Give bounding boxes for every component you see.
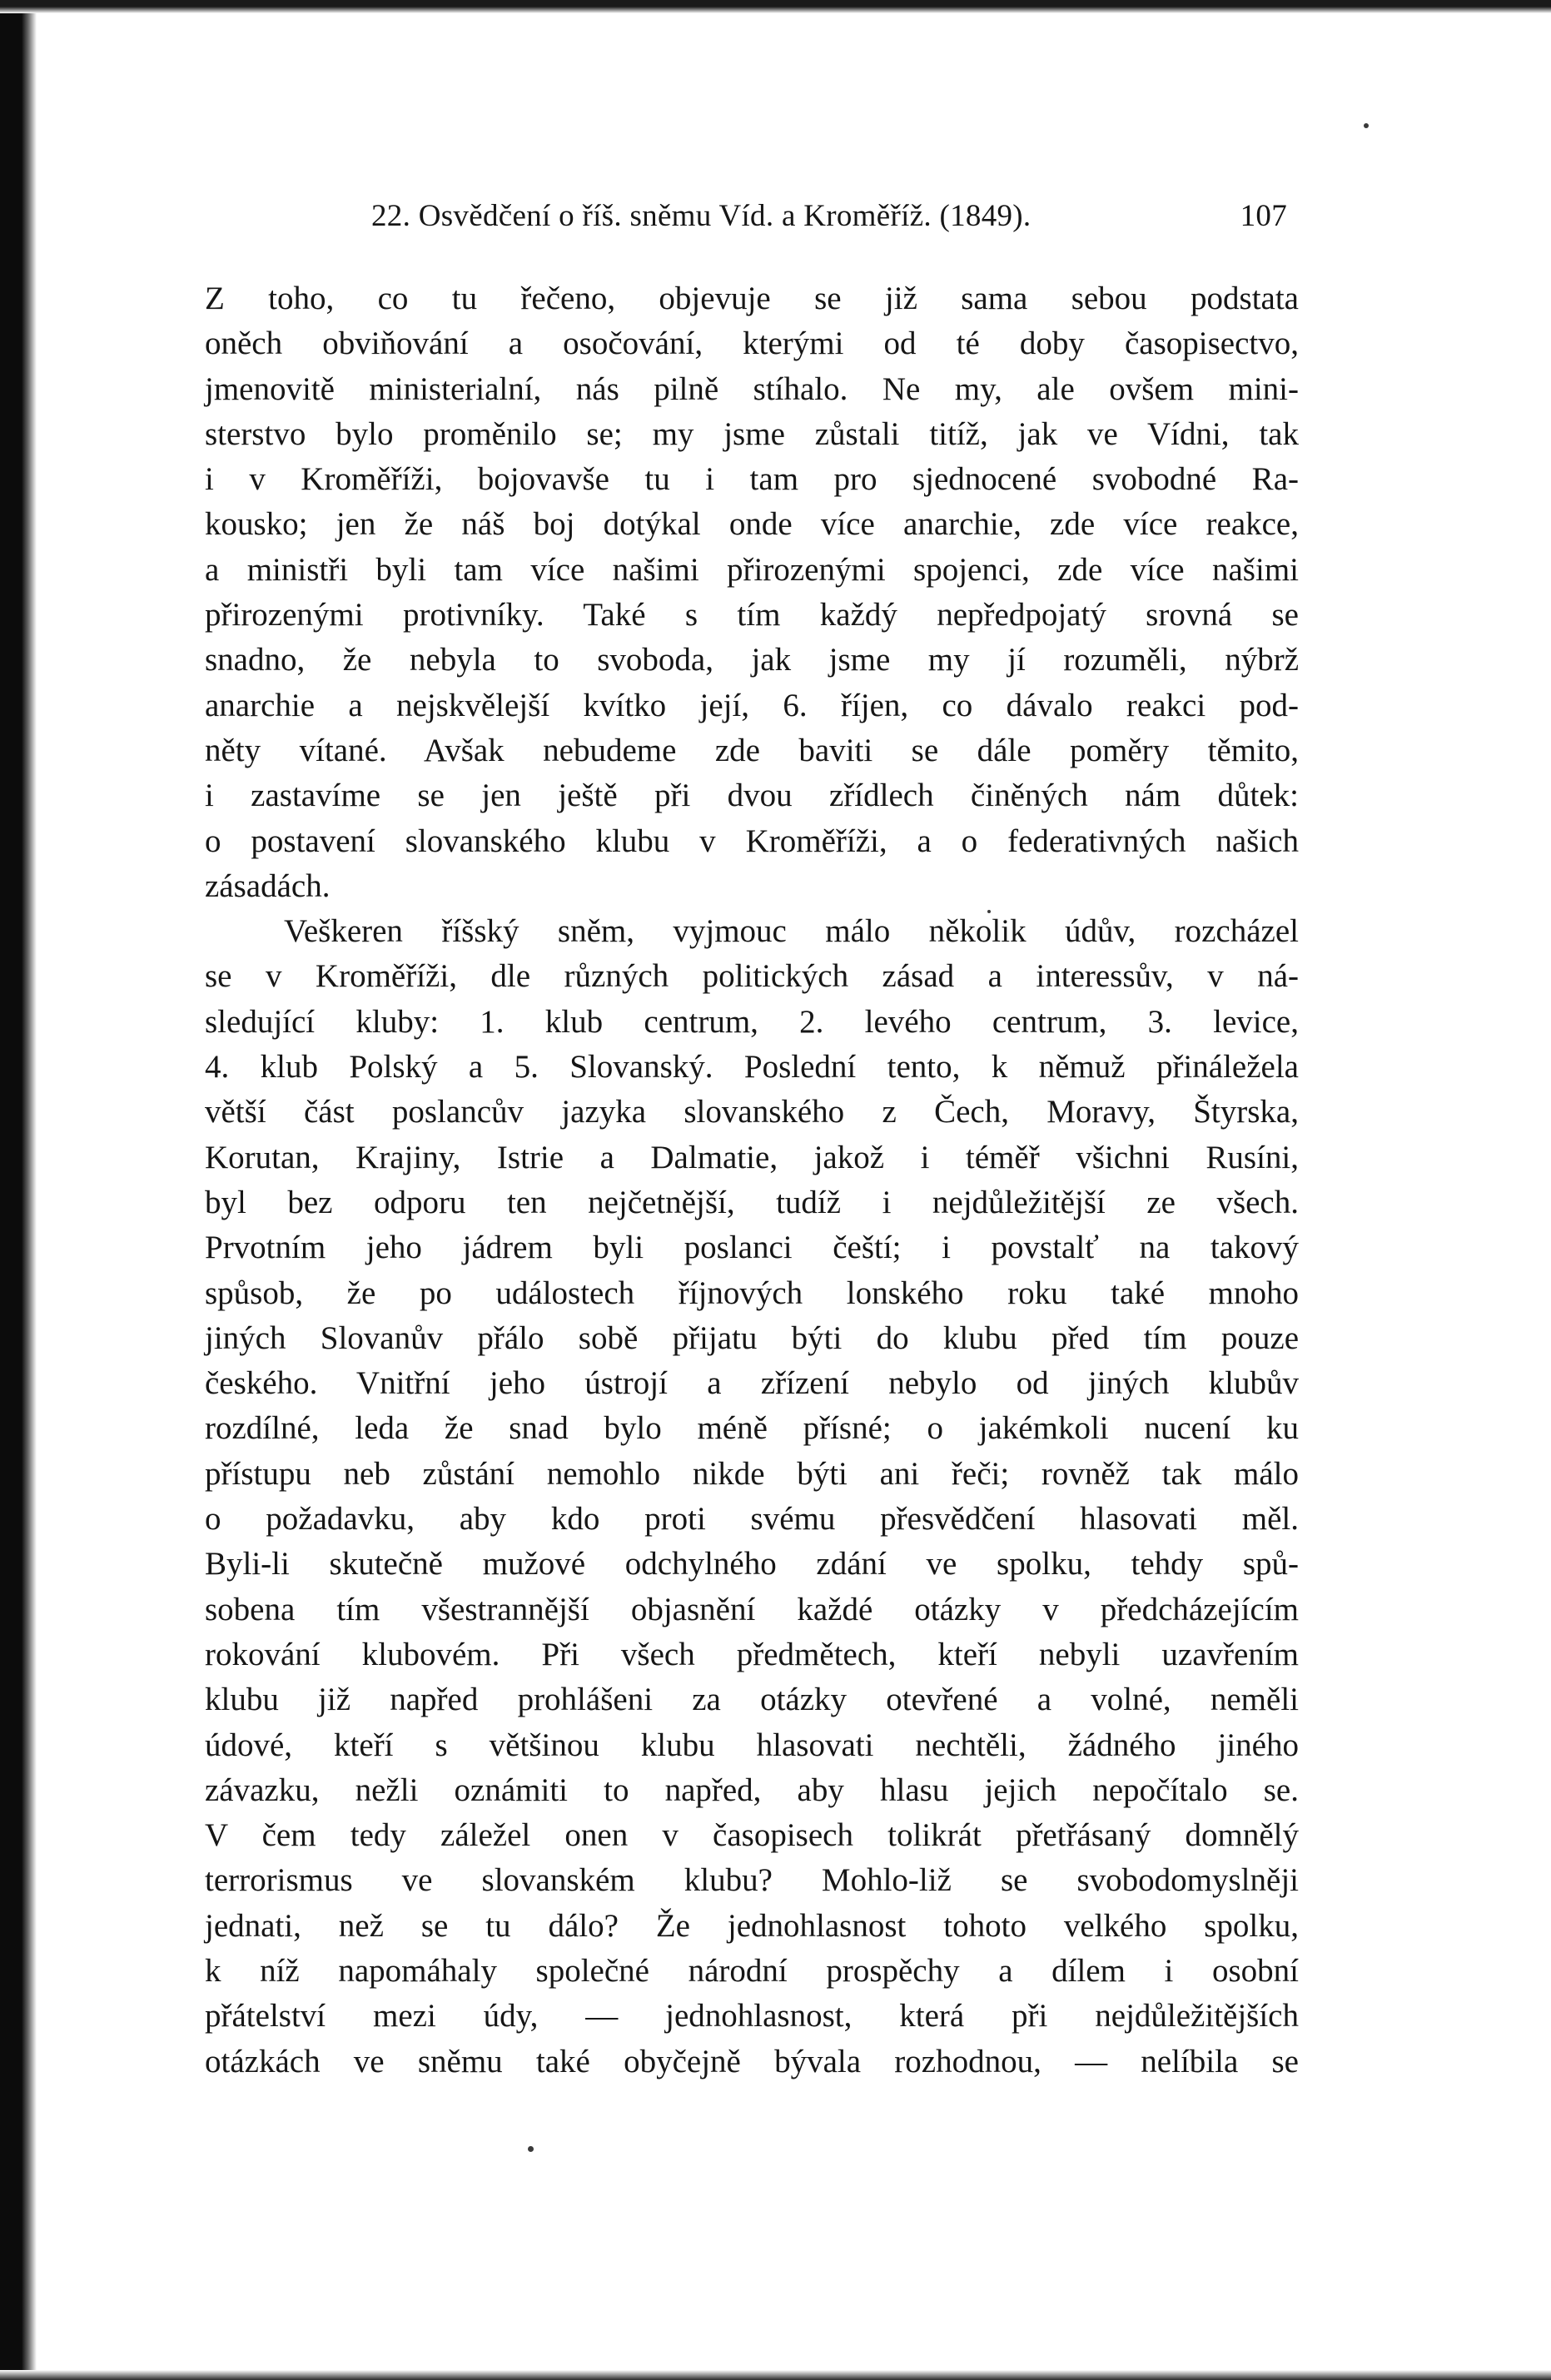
text-line: oněch obviňování a osočování, kterými od té doby časopisectvo, [205,325,1299,362]
text-line: o požadavku, aby kdo proti svému přesvědčení hlasovati měl. [205,1501,1299,1538]
text-line: závazku, nežli oznámiti to napřed, aby hlasu jejich nepočítalo se. [205,1771,1299,1808]
text-line: přístupu neb zůstání nemohlo nikde býti ani řeči; rovněž tak málo [205,1455,1299,1492]
text-line: k níž napomáhaly společné národní prospěchy a dílem i osobní [205,1952,1299,1989]
page-number: 107 [1240,199,1287,233]
text-line: sledující kluby: 1. klub centrum, 2. levého centrum, 3. levice, [205,1003,1299,1040]
text-line: zásadách. [205,867,331,904]
scan-speck [528,2146,534,2152]
text-line: byl bez odporu ten nejčetnější, tudíž i nejdůležitější ze všech. [205,1184,1299,1220]
text-line: a ministři byli tam více našimi přirozenými spojenci, zde více našimi [205,551,1299,588]
text-line: údové, kteří s většinou klubu hlasovati nechtěli, žádného jiného [205,1727,1299,1763]
text-line: větší část poslancův jazyka slovanského z Čech, Moravy, Štyrska, [205,1094,1299,1130]
text-line: se v Kroměříži, dle různých politických zásad a interessův, v ná- [205,958,1299,995]
text-line: V čem tedy záležel onen v časopisech tolikrát přetřásaný domnělý [205,1817,1299,1854]
text-line: snadno, že nebyla to svoboda, jak jsme my jí rozuměli, nýbrž [205,642,1299,678]
text-line: Korutan, Krajiny, Istrie a Dalmatie, jakož i téměř všichni Rusíni, [205,1139,1299,1175]
text-line: přátelství mezi údy, — jednohlasnost, která při nejdůležitějších [205,1998,1299,2035]
text-line: jiných Slovanův přálo sobě přijatu býti do klubu před tím pouze [205,1319,1299,1356]
running-head: 22. Osvědčení o říš. sněmu Víd. a Kroměříž. (1849). [371,199,1032,233]
text-line: sobena tím všestrannější objasnění každé otázky v předcházejícím [205,1591,1299,1627]
body-text [205,276,1299,2084]
scan-speck [987,910,991,913]
text-line: otázkách ve sněmu také obyčejně bývala rozhodnou, — nelíbila se [205,2043,1299,2079]
text-line: Byli-li skutečně mužové odchylného zdání ve spolku, tehdy spů- [205,1546,1299,1583]
text-line: 4. klub Polský a 5. Slovanský. Poslední tento, k němuž přináležela [205,1049,1299,1086]
text-line: českého. Vnitřní jeho ústrojí a zřízení nebylo od jiných klubův [205,1365,1299,1402]
scan-binding-edge [0,0,37,2380]
text-line: něty vítané. Avšak nebudeme zde baviti se dále poměry těmito, [205,732,1299,768]
scan-bottom-edge [0,2370,1551,2380]
scan-speck [1364,123,1369,128]
text-line: Veškeren říšský sněm, vyjmouc málo několik údův, rozcházel [284,913,1299,950]
scan-top-edge [0,0,1551,13]
text-line: Prvotním jeho jádrem byli poslanci čeští; i povstalť na takový [205,1230,1299,1266]
text-line: Z toho, co tu řečeno, objevuje se již sama sebou podstata [205,281,1299,316]
text-line: rokování klubovém. Při všech předmětech, kteří nebyli uzavřením [205,1636,1299,1672]
text-line: rozdílné, leda že snad bylo méně přísné; o jakémkoli nucení ku [205,1410,1299,1447]
text-line: přirozenými protivníky. Také s tím každý nepředpojatý srovná se [205,597,1299,634]
text-line: i v Kroměříži, bojovavše tu i tam pro sjednocené svobodné Ra- [205,461,1299,498]
text-line: i zastavíme se jen ještě při dvou zřídlech činěných nám důtek: [205,778,1299,814]
text-line: sterstvo bylo proměnilo se; my jsme zůstali titíž, jak ve Vídni, tak [205,415,1299,452]
text-line: klubu již napřed prohlášeni za otázky otevřené a volné, neměli [205,1682,1299,1718]
text-line: spůsob, že po událostech říjnových lonského roku také mnoho [205,1274,1299,1311]
text-line: anarchie a nejskvělejší kvítko její, 6. říjen, co dávalo reakci pod- [205,687,1299,723]
text-line: jmenovitě ministerialní, nás pilně stíhalo. Ne my, ale ovšem mini- [205,370,1299,407]
text-line: jednati, než se tu dálo? Že jednohlasnost tohoto velkého spolku, [205,1907,1299,1944]
text-line: kousko; jen že náš boj dotýkal onde více anarchie, zde více reakce, [205,506,1299,543]
text-line: o postavení slovanského klubu v Kroměříži, a o federativných našich [205,822,1299,859]
text-line: terrorismus ve slovanském klubu? Mohlo-liž se svobodomyslněji [205,1862,1299,1899]
page-header [371,198,1287,240]
